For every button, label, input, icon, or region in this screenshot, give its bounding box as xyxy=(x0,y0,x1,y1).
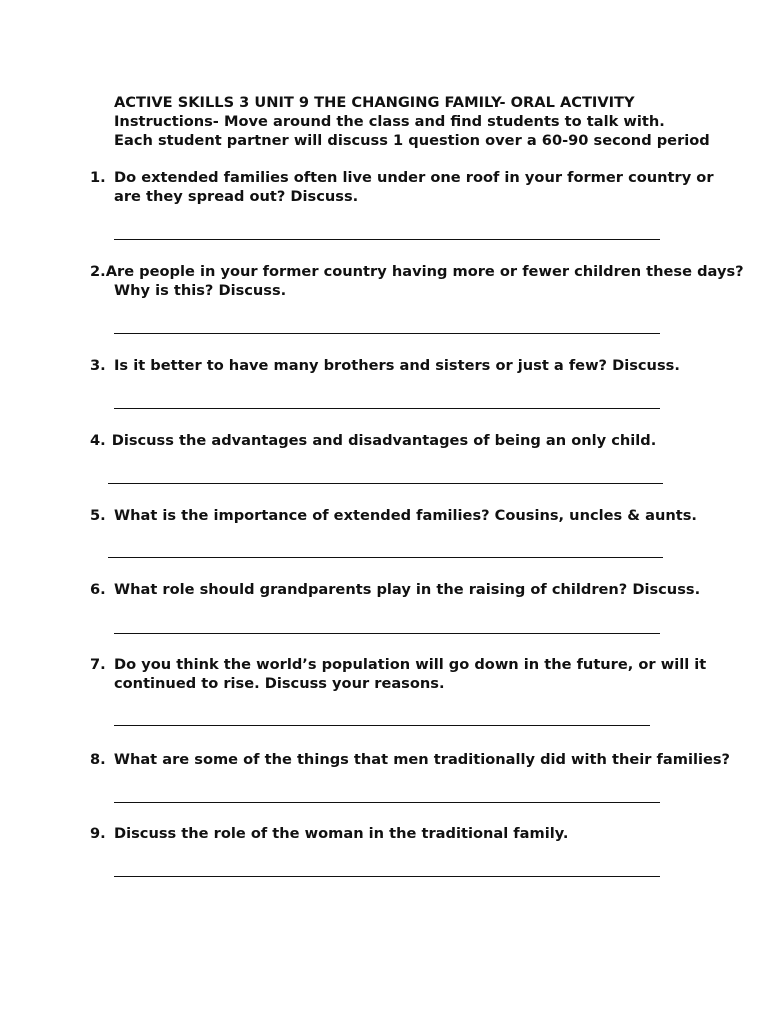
worksheet-header xyxy=(114,93,734,150)
question-6 xyxy=(90,580,730,599)
question-number: 1. xyxy=(90,169,106,186)
question-text: Is it better to have many brothers and sisters or just a few? Discuss. xyxy=(114,357,680,374)
question-number: 2. xyxy=(90,263,106,280)
question-7 xyxy=(90,655,730,693)
question-1 xyxy=(90,168,730,206)
instructions-line-2: Each student partner will discuss 1 question over a 60-90 second period xyxy=(114,132,710,149)
question-text: Are people in your former country having more or fewer children these days? xyxy=(105,263,744,280)
answer-line-9 xyxy=(114,876,660,877)
answer-line-2 xyxy=(114,333,660,334)
question-number: 7. xyxy=(90,656,106,673)
question-number: 8. xyxy=(90,751,106,768)
answer-line-4 xyxy=(108,483,663,484)
question-number: 6. xyxy=(90,581,106,598)
question-text: Discuss the role of the woman in the traditional family. xyxy=(114,825,569,842)
question-text: Do you think the world’s population will go down in the future, or will it xyxy=(114,656,707,673)
question-text: What are some of the things that men traditionally did with their families? xyxy=(113,751,730,768)
answer-line-8 xyxy=(114,802,660,803)
question-text: What role should grandparents play in the raising of children? Discuss. xyxy=(114,581,701,598)
question-text-continued: are they spread out? Discuss. xyxy=(114,188,359,205)
answer-line-3 xyxy=(114,408,660,409)
question-text-continued: continued to rise. Discuss your reasons. xyxy=(114,675,445,692)
question-3 xyxy=(90,356,730,375)
answer-line-6 xyxy=(114,633,660,634)
answer-line-1 xyxy=(114,239,660,240)
question-2 xyxy=(90,262,744,300)
answer-line-5 xyxy=(108,557,663,558)
question-number: 3. xyxy=(90,357,106,374)
question-4 xyxy=(90,431,730,450)
instructions-line: Instructions- Move around the class and find students to talk with. xyxy=(114,113,665,130)
question-number: 4. xyxy=(90,432,106,449)
answer-line-7 xyxy=(114,725,650,726)
question-text-continued: Why is this? Discuss. xyxy=(114,282,287,299)
worksheet-title: ACTIVE SKILLS 3 UNIT 9 THE CHANGING FAMILY- ORAL ACTIVITY xyxy=(114,94,635,111)
question-text: Do extended families often live under one roof in your former country or xyxy=(114,169,714,186)
question-8 xyxy=(90,750,730,769)
question-9 xyxy=(90,824,730,843)
question-5 xyxy=(90,506,730,525)
question-number: 9. xyxy=(90,825,106,842)
question-number: 5. xyxy=(90,507,106,524)
question-text: Discuss the advantages and disadvantages of being an only child. xyxy=(111,432,657,449)
question-text: What is the importance of extended families? Cousins, uncles & aunts. xyxy=(114,507,697,524)
